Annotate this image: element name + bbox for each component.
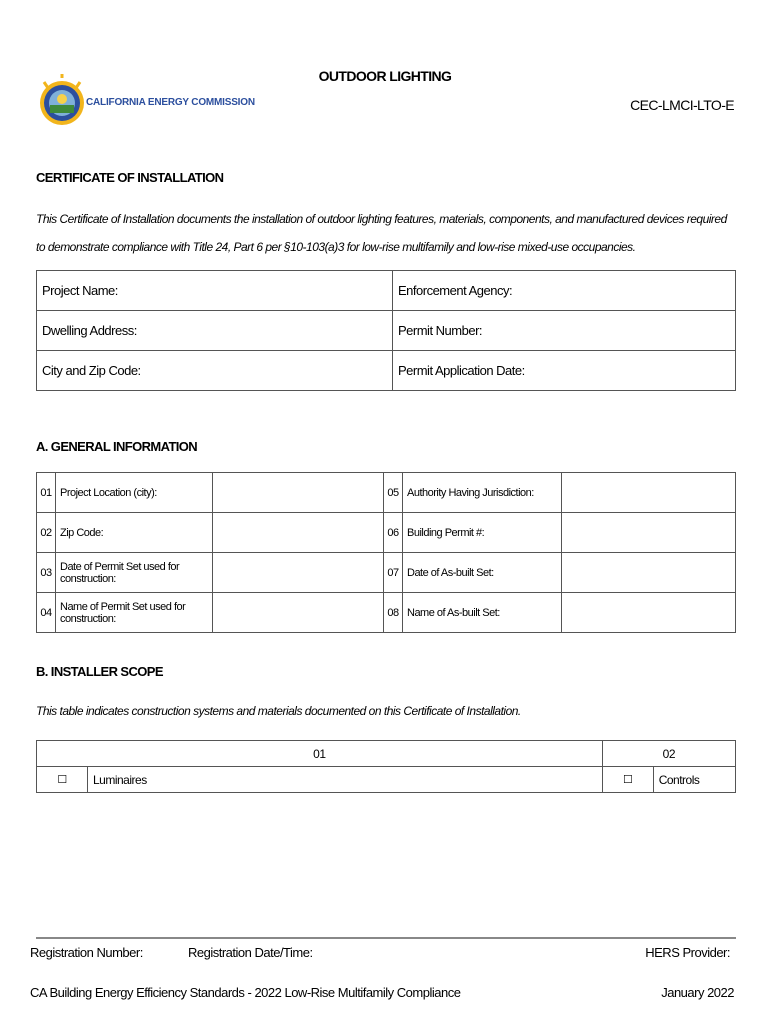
as-built-name-input[interactable]	[562, 593, 736, 633]
table-row	[37, 473, 736, 513]
row-label: Name of As-built Set:	[403, 593, 562, 633]
building-permit-input[interactable]	[562, 513, 736, 553]
table-row	[37, 593, 736, 633]
enforcement-agency-field[interactable]: Enforcement Agency:	[393, 271, 736, 311]
general-information-table	[36, 472, 736, 633]
column-header: 02	[602, 741, 735, 767]
row-number: 08	[384, 593, 403, 633]
authority-input[interactable]	[562, 473, 736, 513]
footer-date: January 2022	[661, 985, 734, 1000]
project-name-field[interactable]: Project Name:	[37, 271, 393, 311]
row-label: Authority Having Jurisdiction:	[403, 473, 562, 513]
row-label: Date of Permit Set used for construction:	[56, 553, 213, 593]
hers-provider: HERS Provider:	[645, 945, 730, 960]
footer-standards: CA Building Energy Efficiency Standards - 2022 Low-Rise Multifamily Compliance	[30, 985, 461, 1000]
city-zip-field[interactable]: City and Zip Code:	[37, 351, 393, 391]
luminaires-label: Luminaires	[88, 767, 603, 793]
form-title: OUTDOOR LIGHTING	[318, 68, 452, 84]
section-b-title: B. INSTALLER SCOPE	[36, 664, 163, 679]
installer-scope-table	[36, 740, 736, 793]
logo-text: CALIFORNIA ENERGY COMMISSION	[86, 97, 255, 108]
row-label: Project Location (city):	[56, 473, 213, 513]
controls-checkbox[interactable]: ☐	[602, 767, 653, 793]
row-label: Name of Permit Set used for construction:	[56, 593, 213, 633]
project-location-input[interactable]	[213, 473, 384, 513]
permit-set-date-input[interactable]	[213, 553, 384, 593]
luminaires-checkbox[interactable]: ☐	[37, 767, 88, 793]
row-number: 02	[37, 513, 56, 553]
row-number: 07	[384, 553, 403, 593]
column-header: 01	[37, 741, 603, 767]
permit-set-name-input[interactable]	[213, 593, 384, 633]
registration-datetime: Registration Date/Time:	[188, 945, 313, 960]
row-label: Zip Code:	[56, 513, 213, 553]
section-a-title: A. GENERAL INFORMATION	[36, 439, 198, 454]
row-number: 03	[37, 553, 56, 593]
permit-number-field[interactable]: Permit Number:	[393, 311, 736, 351]
row-number: 06	[384, 513, 403, 553]
certificate-title: CERTIFICATE OF INSTALLATION	[36, 170, 224, 185]
dwelling-address-field[interactable]: Dwelling Address:	[37, 311, 393, 351]
permit-application-date-field[interactable]: Permit Application Date:	[393, 351, 736, 391]
row-number: 05	[384, 473, 403, 513]
row-label: Date of As-built Set:	[403, 553, 562, 593]
zip-code-input[interactable]	[213, 513, 384, 553]
form-code: CEC-LMCI-LTO-E	[630, 97, 734, 113]
as-built-date-input[interactable]	[562, 553, 736, 593]
table-row	[37, 513, 736, 553]
project-info-table	[36, 270, 736, 391]
footer-divider	[36, 937, 736, 939]
section-b-description: This table indicates construction systems and materials documented on this Certificate of Installation.	[36, 704, 521, 718]
controls-label: Controls	[653, 767, 735, 793]
row-label: Building Permit #:	[403, 513, 562, 553]
table-row	[37, 553, 736, 593]
certificate-description: This Certificate of Installation documents the installation of outdoor lighting features, materials, components, and manufactured devices required to demonstrate compliance with Title 24, Part 6 per §10-103(a)3 for low-rise multifamily and low-rise mixed-use occupancies.	[36, 212, 727, 254]
registration-number: Registration Number:	[30, 945, 143, 960]
row-number: 01	[37, 473, 56, 513]
row-number: 04	[37, 593, 56, 633]
